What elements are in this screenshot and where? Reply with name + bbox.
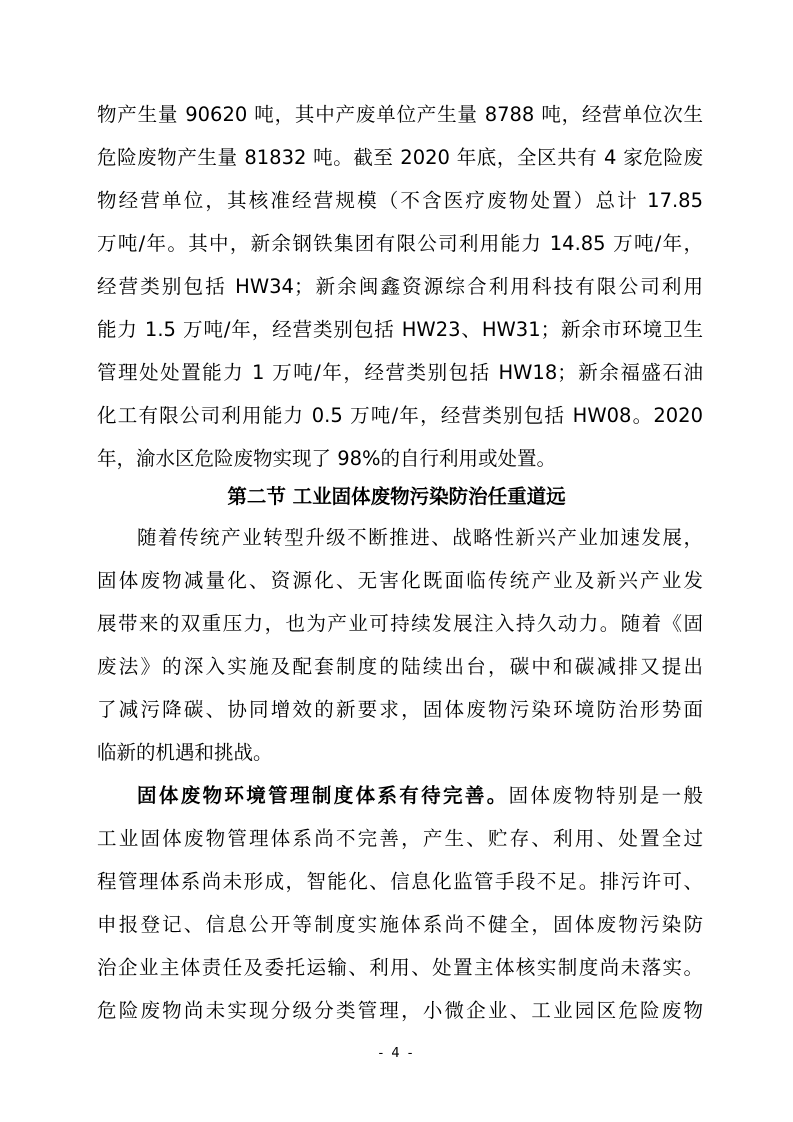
text-line: 临新的机遇和挑战。 xyxy=(97,741,273,764)
lead-text: 固体废物特别是一般 xyxy=(508,784,703,807)
text-line: 了减污降碳、协同增效的新要求，固体废物污染环境防治形势面 xyxy=(97,698,703,721)
text-line xyxy=(137,782,703,810)
text-line: 危险废物产生量 81832 吨。截至 2020 年底，全区共有 4 家危险废 xyxy=(97,146,703,169)
page-number: - 4 - xyxy=(378,1046,415,1061)
text-line: 程管理体系尚未形成，智能化、信息化监管手段不足。排污许可、 xyxy=(97,870,703,893)
text-line: 随着传统产业转型升级不断推进、战略性新兴产业加速发展， xyxy=(137,526,703,549)
text-line: 化工有限公司利用能力 0.5 万吨/年，经营类别包括 HW08。2020 xyxy=(97,404,703,427)
text-line: 固体废物减量化、资源化、无害化既面临传统产业及新兴产业发 xyxy=(97,569,703,592)
text-line: 危险废物尚未实现分级分类管理，小微企业、工业园区危险废物 xyxy=(97,999,703,1022)
text-line: 物产生量 90620 吨，其中产废单位产生量 8788 吨，经营单位次生 xyxy=(97,103,703,126)
text-line: 工业固体废物管理体系尚不完善，产生、贮存、利用、处置全过 xyxy=(97,827,703,850)
text-line: 物经营单位，其核准经营规模（不含医疗废物处置）总计 17.85 xyxy=(97,189,703,212)
text-line: 治企业主体责任及委托运输、利用、处置主体核实制度尚未落实。 xyxy=(97,956,703,979)
bold-lead-text: 固体废物环境管理制度体系有待完善。 xyxy=(137,784,509,807)
section-heading: 第二节 工业固体废物污染防治任重道远 xyxy=(227,485,566,508)
text-line: 管理处处置能力 1 万吨/年，经营类别包括 HW18；新余福盛石油 xyxy=(97,361,703,384)
text-line: 万吨/年。其中，新余钢铁集团有限公司利用能力 14.85 万吨/年， xyxy=(97,232,703,255)
text-line: 年，渝水区危险废物实现了 98%的自行利用或处置。 xyxy=(97,447,557,470)
text-line: 经营类别包括 HW34；新余闽鑫资源综合利用科技有限公司利用 xyxy=(97,275,703,298)
text-line: 能力 1.5 万吨/年，经营类别包括 HW23、HW31；新余市环境卫生 xyxy=(97,318,703,341)
text-line: 申报登记、信息公开等制度实施体系尚不健全，固体废物污染防 xyxy=(97,913,703,936)
text-line: 展带来的双重压力，也为产业可持续发展注入持久动力。随着《固 xyxy=(97,612,703,635)
text-line: 废法》的深入实施及配套制度的陆续出台，碳中和碳减排又提出 xyxy=(97,655,703,678)
